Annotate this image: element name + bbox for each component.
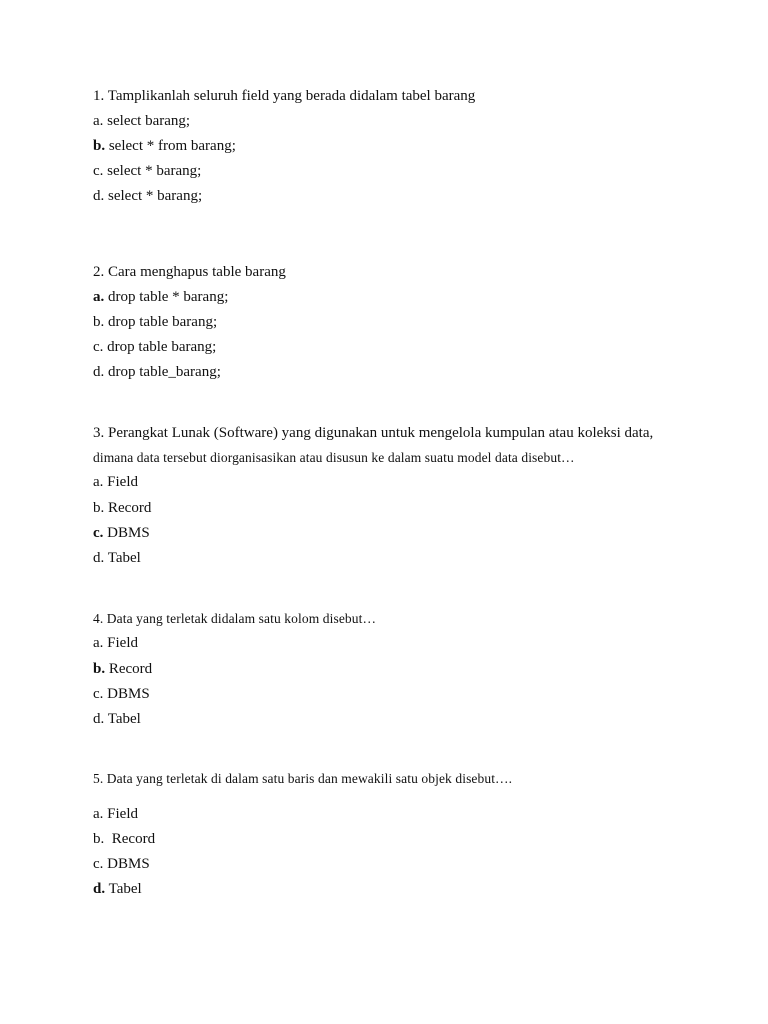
question-1-stem: 1. Tamplikanlah seluruh field yang berada didalam tabel barang xyxy=(93,88,476,104)
option-text: Tabel xyxy=(104,550,141,566)
question-3-option-a xyxy=(93,473,138,491)
option-text: Tabel xyxy=(104,711,141,727)
question-1-option-b xyxy=(93,137,236,155)
option-letter: d. xyxy=(93,364,105,380)
question-5-option-a xyxy=(93,805,138,823)
option-letter: a. xyxy=(93,113,104,129)
question-5-option-d xyxy=(93,880,142,898)
option-letter-correct: a. xyxy=(93,289,105,305)
option-text: Record xyxy=(105,661,153,677)
question-1-option-a xyxy=(93,112,190,130)
option-text: select * barang; xyxy=(103,163,202,179)
question-5-option-c xyxy=(93,855,150,873)
question-3-option-b xyxy=(93,499,151,517)
option-text: DBMS xyxy=(103,856,150,872)
question-3-stem-continued: dimana data tersebut diorganisasikan atau disusun ke dalam suatu model data disebut… xyxy=(93,450,575,465)
option-letter: b. xyxy=(93,314,105,330)
option-text: drop table * barang; xyxy=(104,289,229,305)
option-text: drop table barang; xyxy=(103,339,217,355)
option-letter: b. xyxy=(93,500,105,516)
option-letter-correct: c. xyxy=(93,525,104,541)
option-letter: d. xyxy=(93,550,105,566)
question-3-stem: 3. Perangkat Lunak (Software) yang digunakan untuk mengelola kumpulan atau koleksi data, xyxy=(93,425,654,441)
option-text: DBMS xyxy=(103,686,150,702)
option-letter: a. xyxy=(93,806,104,822)
option-text: Record xyxy=(104,500,152,516)
option-text: Tabel xyxy=(105,881,142,897)
option-letter: d. xyxy=(93,711,105,727)
question-3-option-d xyxy=(93,549,141,567)
question-2-option-b xyxy=(93,313,217,331)
option-text: drop table barang; xyxy=(104,314,218,330)
question-4-option-b xyxy=(93,660,152,678)
question-2-stem: 2. Cara menghapus table barang xyxy=(93,264,286,280)
question-4-option-d xyxy=(93,710,141,728)
option-text: drop table_barang; xyxy=(104,364,221,380)
option-text: select * from barang; xyxy=(105,138,236,154)
option-letter: c. xyxy=(93,686,104,702)
option-text: Field xyxy=(103,635,139,651)
option-text: Record xyxy=(104,831,156,847)
option-letter: c. xyxy=(93,856,104,872)
option-letter: a. xyxy=(93,635,104,651)
question-4-stem: 4. Data yang terletak didalam satu kolom disebut… xyxy=(93,611,377,626)
option-text: select * barang; xyxy=(104,188,203,204)
option-letter: b. xyxy=(93,831,105,847)
question-2-option-c xyxy=(93,338,216,356)
option-text: Field xyxy=(103,806,139,822)
question-5-option-b xyxy=(93,830,155,848)
option-text: select barang; xyxy=(103,113,191,129)
option-letter: a. xyxy=(93,474,104,490)
question-1-option-c xyxy=(93,162,201,180)
question-2-option-d xyxy=(93,363,221,381)
question-3-option-c xyxy=(93,524,150,542)
question-4-option-a xyxy=(93,634,138,652)
option-text: DBMS xyxy=(103,525,150,541)
option-letter-correct: d. xyxy=(93,881,106,897)
question-2-option-a xyxy=(93,288,228,306)
question-4-option-c xyxy=(93,685,150,703)
option-letter-correct: b. xyxy=(93,661,106,677)
question-1-option-d xyxy=(93,187,202,205)
option-letter-correct: b. xyxy=(93,138,106,154)
option-letter: c. xyxy=(93,339,104,355)
option-text: Field xyxy=(103,474,139,490)
option-letter: d. xyxy=(93,188,105,204)
option-letter: c. xyxy=(93,163,104,179)
question-5-stem: 5. Data yang terletak di dalam satu baris dan mewakili satu objek disebut…. xyxy=(93,771,513,786)
